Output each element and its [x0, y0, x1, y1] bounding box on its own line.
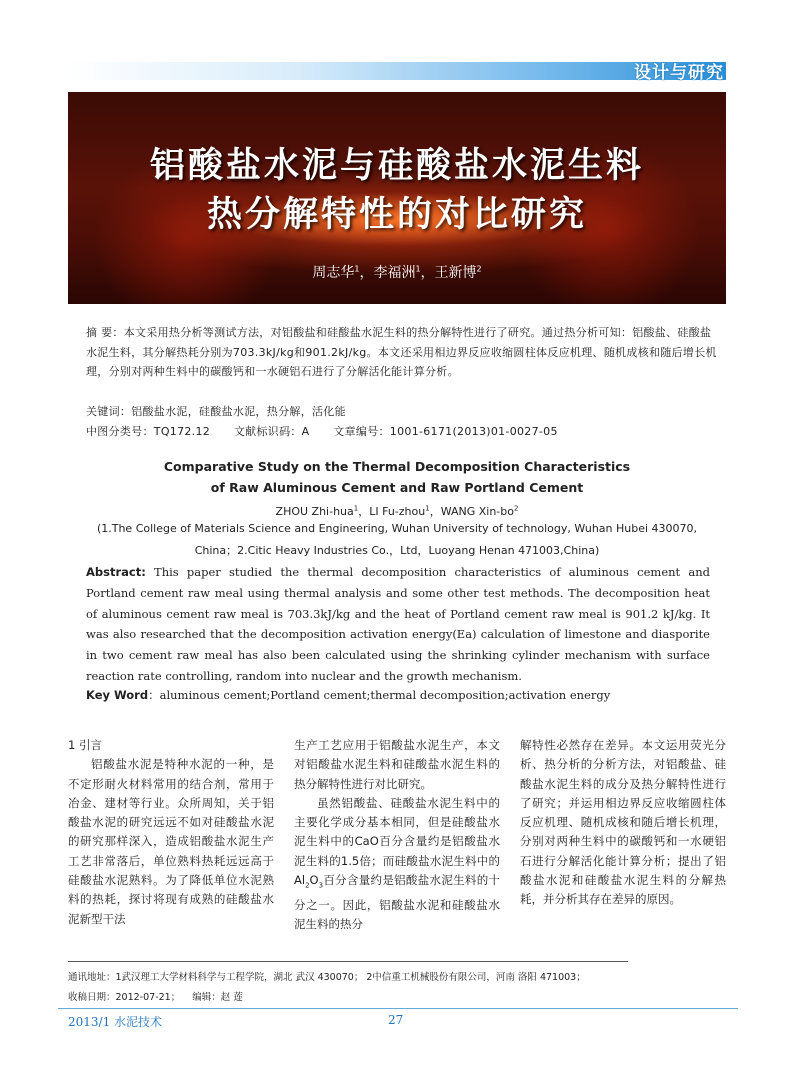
body-column-3 — [520, 736, 726, 910]
author-name: LI Fu-zhou — [369, 505, 426, 518]
footnote-address: 通讯地址：1武汉理工大学材料科学与工程学院，湖北 武汉 430070； 2中信重工机械股份有限公司，河南 洛阳 471003； — [68, 972, 586, 983]
editor: 编辑：赵 莲 — [192, 992, 243, 1003]
en-abstract-label: Abstract: — [86, 565, 146, 579]
cn-title-line1: 铝酸盐水泥与硅酸盐水泥生料 — [149, 146, 644, 186]
author-affil-sup: 2 — [476, 264, 482, 274]
en-authors: ZHOU Zhi-hua$^1$，LI Fu-zhou$^1$，WANG Xin-$bo^2$ — [275, 504, 519, 518]
author-name: 王新博 — [434, 265, 477, 281]
cn-abstract-text: 本文采用热分析等测试方法，对铝酸盐和硅酸盐水泥生料的热分解特性进行了研究。通过热分析可知：铝酸盐、硅酸盐水泥生料，其分解热耗分别为703.3kJ/kg和901.2kJ/kg。本文还采用相边界反应收缩圆柱体反应机理、随机成核和随后增长机理，分别对两种生料中的碳酸钙和一水硬铝石进行了分解活化能计算分析。 — [86, 326, 717, 378]
cn-keywords-label: 关键词： — [86, 405, 132, 418]
author-affil-sup: 1 — [353, 504, 359, 513]
en-keywords-text: ：aluminous cement;Portland cement;thermal decomposition;activation energy — [148, 688, 611, 702]
classification-line — [86, 422, 718, 442]
title-banner — [68, 92, 726, 304]
body-paragraph: 铝酸盐水泥是特种水泥的一种，是不定形耐火材料常用的结合剂，常用于冶金、建材等行业。众所周知，关于铝酸盐水泥的研究远远不如对硅酸盐水泥的研究那样深入，造成铝酸盐水泥生产工艺非常落后，单位熟料热耗远远高于硅酸盐水泥熟料。为了降低单位水泥熟料的热耗，探讨将现有成熟的硅酸盐水泥新型干法 — [68, 757, 274, 926]
footnote-meta — [68, 989, 255, 1003]
en-title-line2: of Raw Aluminous Cement and Raw Portland Cement — [210, 480, 584, 495]
author-name: 李福洲 — [373, 265, 416, 281]
en-keywords-label: Key Word — [86, 688, 149, 702]
section-tag: 设计与研究 — [634, 63, 724, 83]
en-keywords — [86, 687, 610, 703]
class-number: 中图分类号：TQ172.12 — [86, 425, 211, 438]
header-gradient-bar — [68, 62, 726, 80]
subscript: 2 — [305, 881, 310, 890]
article-number: 文章编号：1001-6171(2013)01-0027-05 — [333, 425, 558, 438]
body-column-1 — [68, 736, 274, 929]
en-affiliation-line1: (1.The College of Materials Science and Engineering, Wuhan University of technology, Wuhan Hubei 430070, — [96, 522, 698, 535]
cn-abstract — [86, 323, 718, 382]
body-paragraph: 解特性必然存在差异。本文运用荧光分析、热分析的分析方法，对铝酸盐、硅酸盐水泥生料的成分及热分解特性进行了研究；并运用相边界反应收缩圆柱体反应机理、随机成核和随后增长机理，分别对两种生料中的碳酸钙和一水硬铝石进行分解活化能计算分析；提出了铝酸盐水泥和硅酸盐水泥生料的分解热耗，并分析其存在差异的原因。 — [520, 738, 726, 907]
author-name: ZHOU Zhi-hua — [275, 505, 354, 518]
en-abstract — [86, 562, 710, 687]
footnote-divider — [68, 961, 628, 962]
cn-keywords-text: 铝酸盐水泥，硅酸盐水泥，热分解，活化能 — [131, 405, 346, 418]
paragraph-text: 百分含量约是铝酸盐水泥生料的十分之一。因此，铝酸盐水泥和硅酸盐水泥生料的热分 — [294, 873, 500, 931]
body-paragraph: 生产工艺应用于铝酸盐水泥生产，本文对铝酸盐水泥生料和硅酸盐水泥生料的热分解特性进行对比研究。 — [294, 738, 500, 791]
cn-abstract-label: 摘 要： — [86, 326, 124, 339]
cn-keywords — [86, 402, 718, 422]
author-affil-sup: 2 — [513, 504, 519, 513]
cn-title-line2: 热分解特性的对比研究 — [206, 195, 587, 235]
page-number: 27 — [388, 1013, 404, 1027]
author-name: 周志华 — [312, 265, 355, 281]
document-code: 文献标识码：A — [233, 425, 310, 438]
en-abstract-text: This paper studied the thermal decomposition characteristics of aluminous cement and Portland cement raw meal using thermal analysis and some other test methods. The decomposition heat of aluminous cement raw meal is 703.3kJ/kg and the heat of Portland cement raw meal is 901.2 kJ/kg. It was also researched that the decomposition activation energy(Ea) calculation of limestone and diasporite in two cement raw meal has also been calculated using the shrinking cylinder mechanism with surface reaction rate controlling, random into nuclear and the growth mechanism. — [86, 565, 710, 683]
paragraph-text: O — [309, 873, 319, 888]
cn-authors: 周志华$^1$，李福洲$^1$，王新博$^2$ — [312, 264, 482, 281]
author-affil-sup: 1 — [354, 264, 360, 274]
en-affiliation-line2: China；2.Citic Heavy Industries Co.，Ltd，Luoyang Henan 471003,China) — [194, 544, 600, 557]
section-heading: 1 引言 — [68, 738, 102, 752]
subscript: 3 — [318, 881, 324, 890]
body-column-2 — [294, 736, 500, 934]
body-paragraph — [294, 794, 500, 934]
en-title-line1: Comparative Study on the Thermal Decomposition Characteristics — [163, 459, 631, 474]
journal-name: 2013/1 水泥技术 — [68, 1015, 163, 1029]
received-date: 收稿日期：2012-07-21； — [68, 992, 181, 1003]
author-affil-sup: 1 — [425, 504, 430, 513]
paragraph-text: 虽然铝酸盐、硅酸盐水泥生料中的主要化学成分基本相同，但是硅酸盐水泥生料中的CaO百分含量约是铝酸盐水泥生料的1.5倍；而硅酸盐水泥生料中的Al — [294, 795, 500, 888]
author-name: WANG Xin-bo — [440, 505, 514, 518]
footer-divider — [58, 1008, 738, 1009]
author-affil-sup: 1 — [415, 264, 421, 274]
